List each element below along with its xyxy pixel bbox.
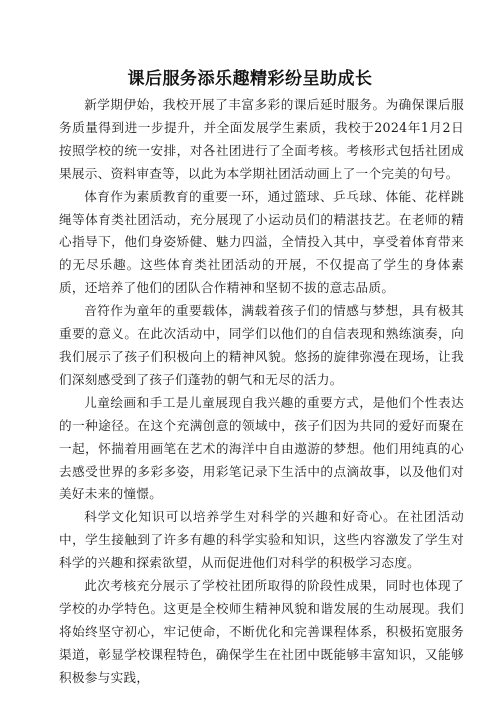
paragraph-music: 音符作为童年的重要载体，满载着孩子们的情感与梦想，具有极其重要的意义。在此次活动中，同学们以他们的自信表现和熟练演奏，向我们展示了孩子们积极向上的精神风貌。悠扬的旋律弥漫在现场，让我们深刻感受到了孩子们蓬勃的朝气和无尽的活力。 <box>59 303 464 387</box>
paragraph-conclusion: 此次考核充分展示了学校社团所取得的阶段性成果，同时也体现了学校的办学特色。这更是全校师生精神风貌和谐发展的生动展现。我们将始终坚守初心，牢记使命，不断优化和完善课程体系，积极拓宽服务渠道，彰显学校课程特色，确保学生在社团中既能够丰富知识，又能够积极参与实践， <box>59 578 464 685</box>
document-body <box>59 94 464 690</box>
document-title: 课后服务添乐趣精彩纷呈助成长 <box>127 69 373 89</box>
paragraph-intro: 新学期伊始，我校开展了丰富多彩的课后延时服务。为确保课后服务质量得到进一步提升，并全面发展学生素质，我校于2024年1月2日按照学校的统一安排，对各社团进行了全面考核。考核形式包括社团成果展示、资料审查等，以此为本学期社团活动画上了一个完美的句号。 <box>59 97 464 181</box>
paragraph-art: 儿童绘画和手工是儿童展现自我兴趣的重要方式，是他们个性表达的一种途径。在这个充满创意的领域中，孩子们因为共同的爱好而聚在一起，怀揣着用画笔在艺术的海洋中自由遨游的梦想。他们用纯真的心去感受世界的多彩多姿，用彩笔记录下生活中的点滴故事，以及他们对美好未来的憧憬。 <box>59 394 464 502</box>
paragraph-science: 科学文化知识可以培养学生对科学的兴趣和好奇心。在社团活动中，学生接触到了许多有趣的科学实验和知识，这些内容激发了学生对科学的兴趣和探索欲望，从而促进他们对科学的积极学习态度。 <box>59 509 464 571</box>
paragraph-sports: 体育作为素质教育的重要一环，通过篮球、乒乓球、体能、花样跳绳等体育类社团活动，充分展现了小运动员们的精湛技艺。在老师的精心指导下，他们身姿矫健、魅力四溢，全情投入其中，享受着体育带来的无尽乐趣。这些体育类社团活动的开展，不仅提高了学生的身体素质，还培养了他们的团队合作精神和坚韧不拔的意志品质。 <box>59 188 464 296</box>
